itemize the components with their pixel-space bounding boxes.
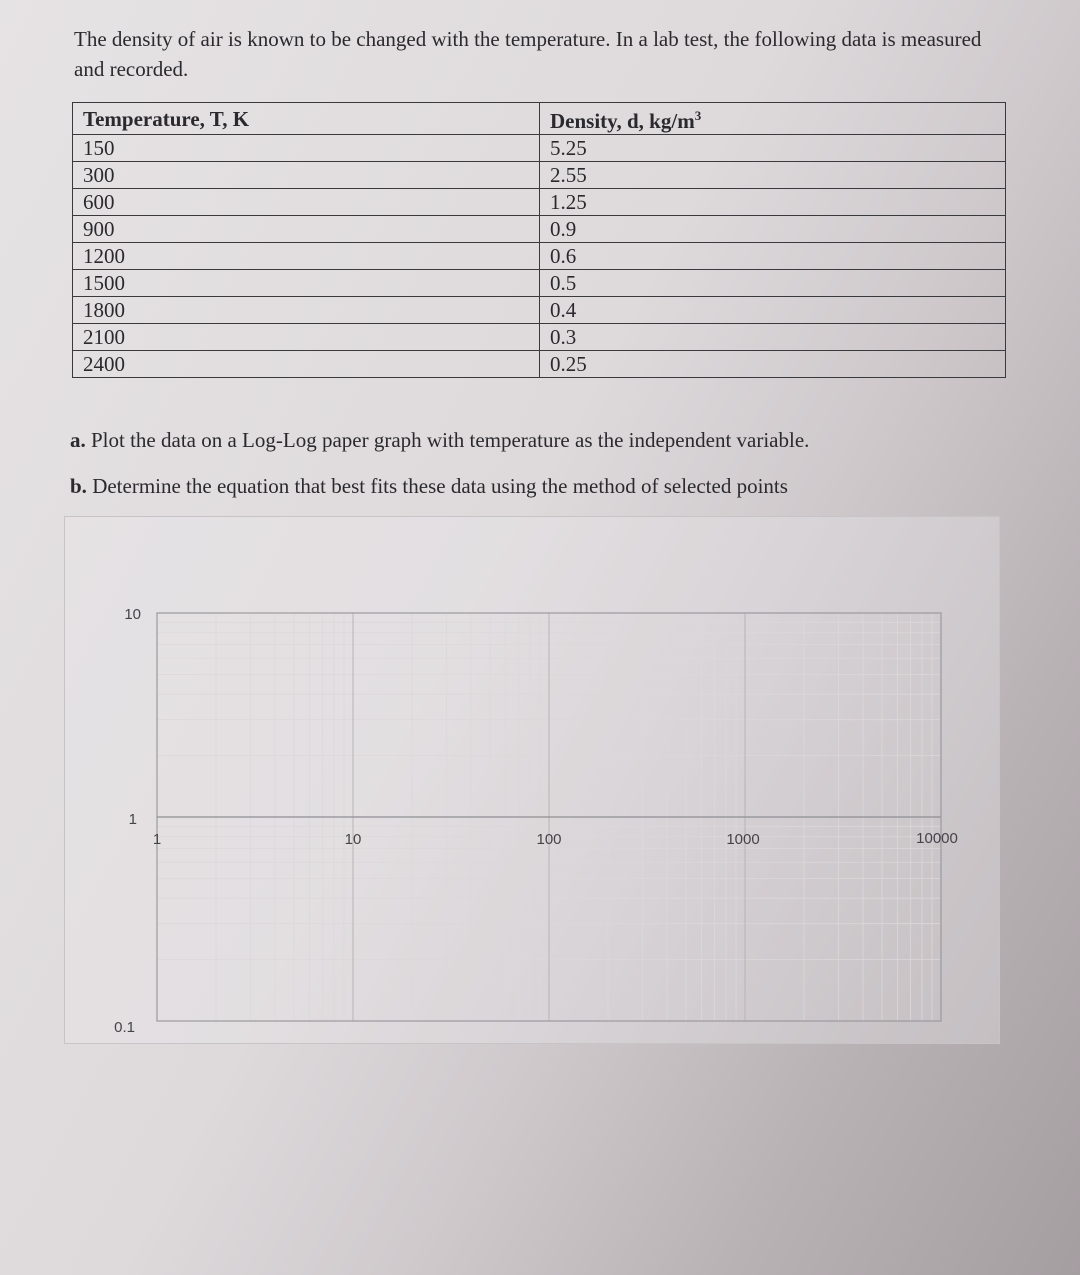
density-header xyxy=(540,103,1006,135)
table-row xyxy=(73,135,1006,162)
table-row xyxy=(73,189,1006,216)
x-tick-label: 1 xyxy=(152,831,162,848)
table-row xyxy=(73,243,1006,270)
question-b-text: Determine the equation that best fits these data using the method of selected points xyxy=(86,474,788,498)
y-tick-label: 10 xyxy=(124,606,141,623)
log-log-graph-panel xyxy=(64,516,1000,1044)
table-header-row xyxy=(73,103,1006,135)
table-row xyxy=(73,270,1006,297)
density-cell: 0.5 xyxy=(540,270,1006,297)
temperature-cell: 900 xyxy=(73,216,540,243)
table-row xyxy=(73,162,1006,189)
question-a-text: Plot the data on a Log-Log paper graph with temperature as the independent variable. xyxy=(85,428,810,452)
question-a-label: a. xyxy=(70,428,86,452)
temperature-cell: 300 xyxy=(73,162,540,189)
temperature-cell: 1500 xyxy=(73,270,540,297)
temperature-cell: 600 xyxy=(73,189,540,216)
temperature-cell: 2100 xyxy=(73,324,540,351)
density-cell: 0.25 xyxy=(540,351,1006,378)
question-b-label: b. xyxy=(70,474,87,498)
density-cell: 0.3 xyxy=(540,324,1006,351)
table-row xyxy=(73,351,1006,378)
density-cell: 1.25 xyxy=(540,189,1006,216)
question-a xyxy=(70,428,809,453)
temperature-cell: 150 xyxy=(73,135,540,162)
data-table xyxy=(72,102,1006,378)
density-cell: 0.6 xyxy=(540,243,1006,270)
density-header-text: Density, d, kg/m xyxy=(550,109,695,133)
temperature-header: Temperature, T, K xyxy=(73,103,540,135)
density-cell: 2.55 xyxy=(540,162,1006,189)
temperature-cell: 1200 xyxy=(73,243,540,270)
density-cell: 5.25 xyxy=(540,135,1006,162)
table-row xyxy=(73,297,1006,324)
x-tick-label: 1000 xyxy=(726,831,760,848)
table-row xyxy=(73,216,1006,243)
question-b xyxy=(70,474,788,499)
y-tick-label: 0.1 xyxy=(114,1019,135,1036)
density-cell: 0.4 xyxy=(540,297,1006,324)
density-header-exponent: 3 xyxy=(694,108,702,123)
y-tick-label: 1 xyxy=(128,811,137,828)
problem-statement: The density of air is known to be changed with the temperature. In a lab test, the following data is measured and recorded. xyxy=(74,27,982,81)
x-tick-label: 100 xyxy=(536,831,562,848)
temperature-cell: 1800 xyxy=(73,297,540,324)
table-row xyxy=(73,324,1006,351)
x-tick-label: 10 xyxy=(344,831,362,848)
log-log-graph xyxy=(65,517,999,1043)
density-cell: 0.9 xyxy=(540,216,1006,243)
x-tick-label: 10000 xyxy=(916,830,958,847)
temperature-cell: 2400 xyxy=(73,351,540,378)
